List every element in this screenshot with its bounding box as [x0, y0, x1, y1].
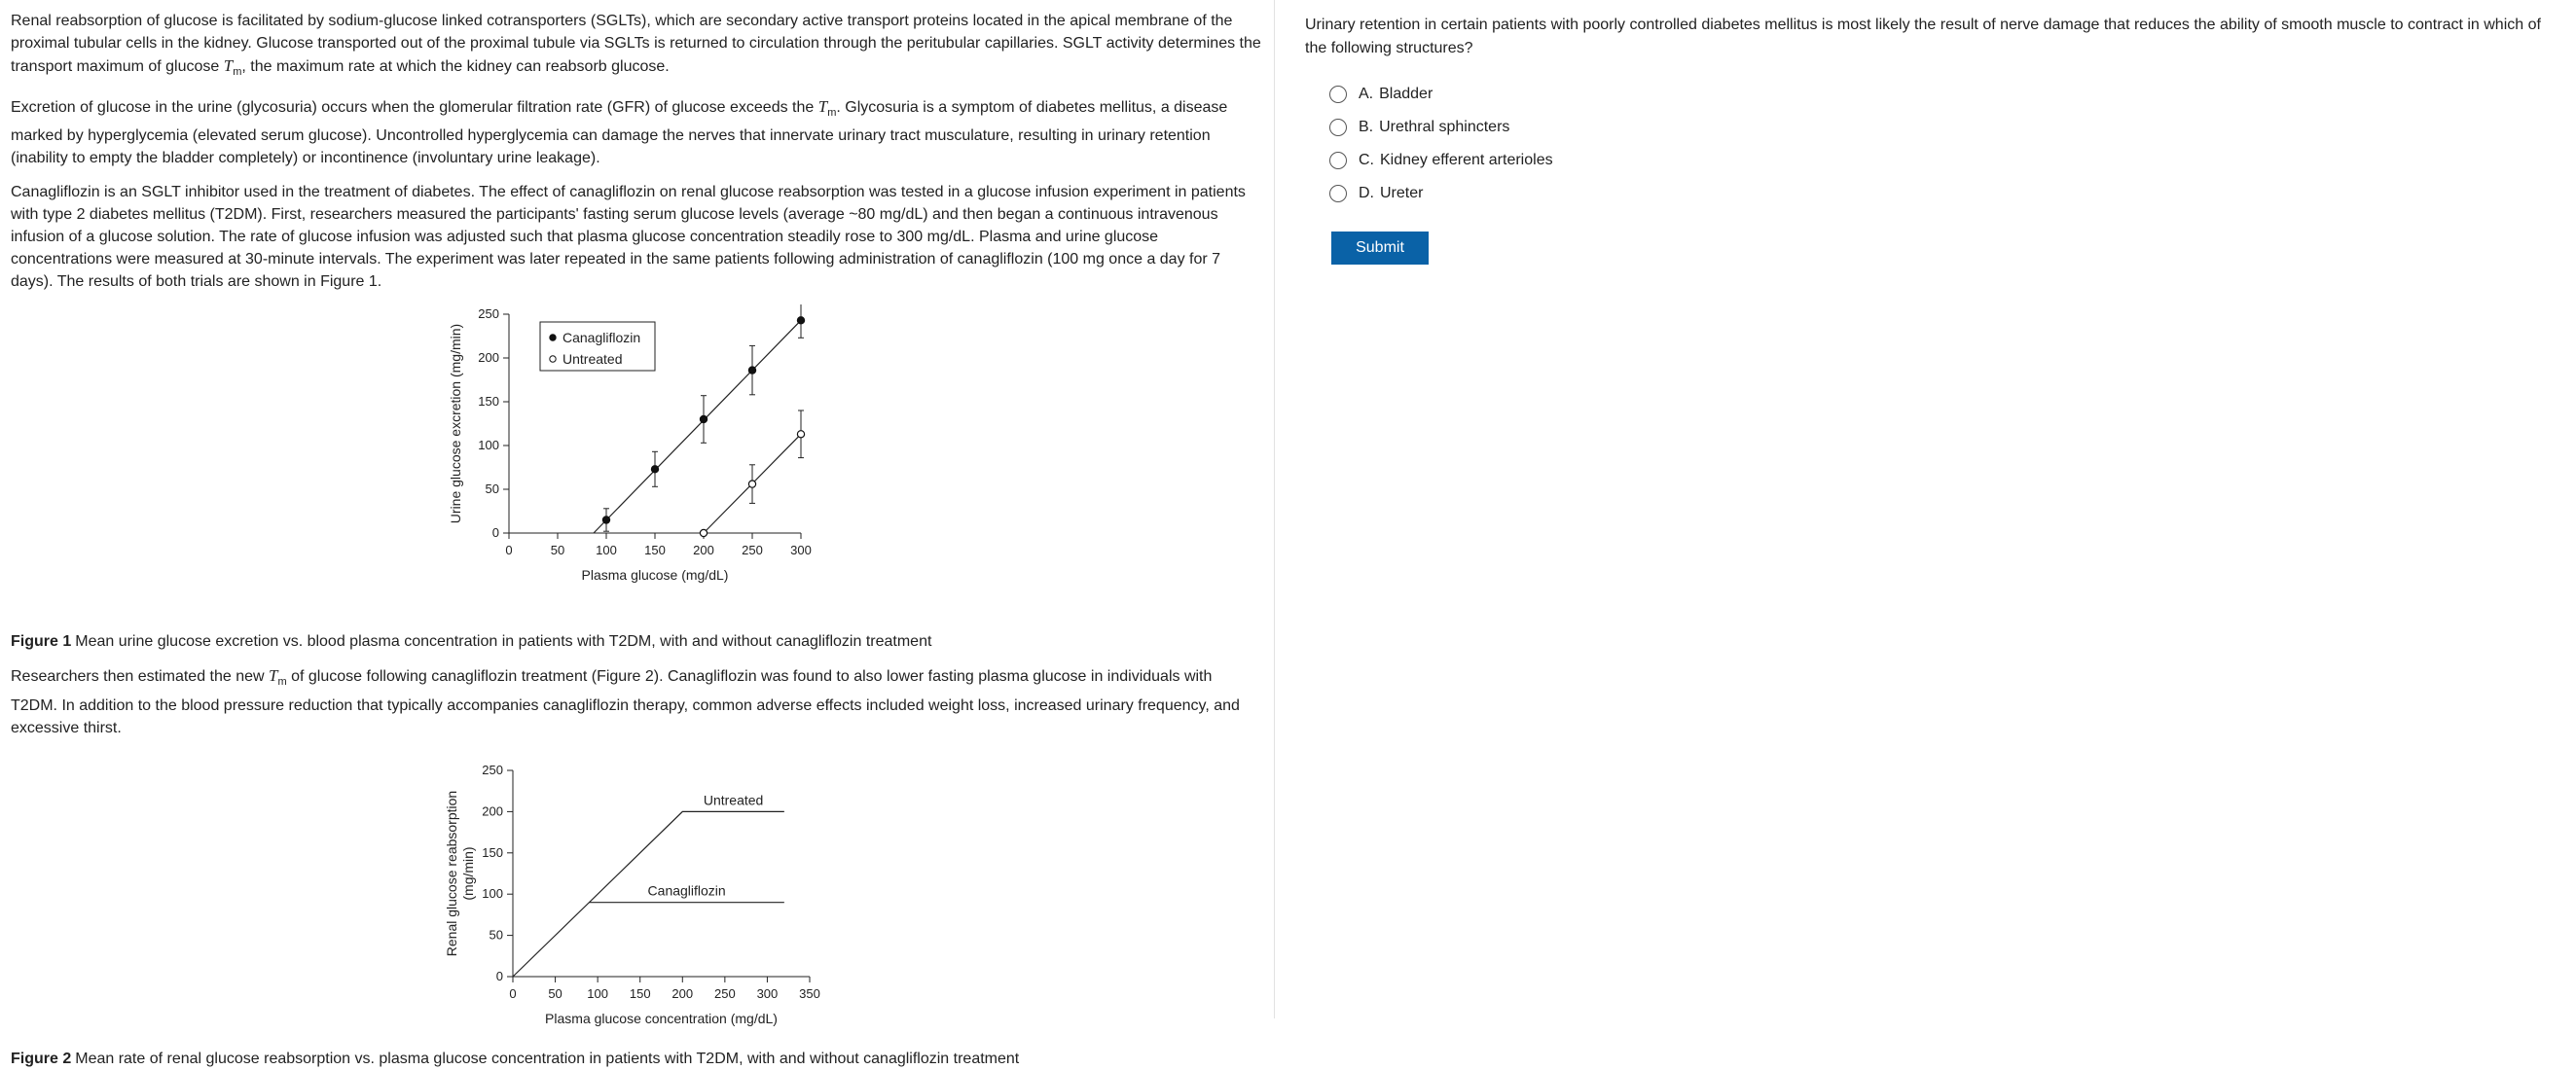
fig2-y-tick-label: 50: [489, 927, 503, 943]
fig1-y-axis-label: Urine glucose excretion (mg/min): [448, 324, 463, 524]
fig1-untreated-point: [797, 431, 804, 438]
figure-1-caption: Figure 1 Mean urine glucose excretion vs. blood plasma concentration in patients with T2DM, with and without canagliflozin treatment: [11, 633, 932, 651]
fig1-legend-label: Canagliflozin: [562, 330, 641, 346]
fig1-x-tick-label: 250: [742, 543, 763, 558]
passage-pane: [0, 0, 1275, 1067]
fig1-x-tick-label: 200: [693, 543, 714, 558]
fig2-y-tick-label: 200: [482, 802, 503, 818]
choice-a-text: Bladder: [1379, 86, 1433, 102]
passage: [11, 10, 1262, 293]
fig1-x-tick-label: 50: [550, 543, 565, 558]
fig2-x-tick-label: 0: [509, 985, 517, 1001]
submit-button[interactable]: Submit: [1331, 232, 1429, 265]
fig2-y-tick-label: 150: [482, 844, 503, 860]
choice-d[interactable]: [1329, 177, 2557, 210]
figure-1-chart: [11, 304, 1266, 625]
fig2-y-tick-label: 100: [482, 885, 503, 901]
choice-b-letter: B.: [1359, 119, 1374, 135]
fig1-y-tick-label: 200: [478, 350, 499, 366]
fig1-canagliflozin-point: [797, 317, 804, 324]
fig2-x-tick-label: 300: [756, 985, 779, 1001]
fig2-y-axis-label-units: (mg/min): [460, 845, 476, 901]
fig1-untreated-point: [700, 530, 707, 537]
fig2-y-axis-label: Renal glucose reabsorption: [444, 790, 459, 956]
fig2-x-axis-label: Plasma glucose concentration (mg/dL): [545, 1010, 778, 1026]
choice-a-letter: A.: [1359, 86, 1374, 102]
choice-c-letter: C.: [1359, 152, 1374, 168]
fig1-untreated-point: [748, 481, 755, 487]
figure-2-caption: Figure 2 Mean rate of renal glucose reabsorption vs. plasma glucose concentration in patients with T2DM, with and without canagliflozin treatment: [11, 1050, 1020, 1067]
fig1-y-tick-label: 50: [485, 482, 499, 497]
fig1-legend-label: Untreated: [562, 351, 623, 368]
fig2-x-tick-label: 50: [548, 985, 562, 1001]
fig1-legend-marker: [550, 335, 556, 340]
fig2-canagliflozin-label: Canagliflozin: [647, 882, 726, 899]
choice-d-letter: D.: [1359, 185, 1374, 201]
fig1-canagliflozin-point: [700, 416, 707, 423]
fig1-legend-marker: [550, 356, 556, 362]
figure-1: [11, 304, 1262, 630]
fig1-canagliflozin-point: [748, 367, 755, 374]
choice-d-text: Ureter: [1380, 185, 1424, 201]
fig2-x-tick-label: 200: [671, 985, 694, 1001]
figure-2: [11, 751, 1262, 1048]
fig1-x-axis-label: Plasma glucose (mg/dL): [581, 567, 729, 584]
choice-a[interactable]: [1329, 78, 2557, 111]
question-stem: Urinary retention in certain patients with poorly controlled diabetes mellitus is most likely the result of nerve damage that reduces the ability of smooth muscle to contract in which of the following structures?: [1305, 17, 2541, 56]
radio-a[interactable]: [1329, 86, 1347, 103]
fig1-y-tick-label: 0: [491, 525, 499, 541]
fig2-y-tick-label: 250: [482, 762, 503, 777]
passage-paragraph-3: Canagliflozin is an SGLT inhibitor used in the treatment of diabetes. The effect of canagliflozin on renal glucose reabsorption was tested in a glucose infusion experiment in patients with type 2 diabetes mellitus (T2DM). First, researchers measured the participants' fasting serum glucose levels (average ~80 mg/dL) and then began a continuous intravenous infusion of a glucose solution. The rate of glucose infusion was adjusted such that plasma glucose concentration steadily rose to 300 mg/dL. Plasma and urine glucose concentrations were measured at 30-minute intervals. The experiment was later repeated in the same patients following administration of canagliflozin (100 mg once a day for 7 days). The results of both trials are shown in Figure 1.: [11, 184, 1246, 291]
radio-b[interactable]: [1329, 119, 1347, 136]
fig1-y-tick-label: 250: [478, 306, 499, 322]
answer-choices: [1305, 78, 2557, 210]
fig1-canagliflozin-point: [602, 517, 609, 523]
fig2-untreated-label: Untreated: [703, 791, 764, 807]
passage-continued: [11, 664, 1262, 738]
fig1-x-tick-label: 100: [596, 543, 617, 558]
fig1-y-tick-label: 100: [478, 438, 499, 453]
fig1-y-tick-label: 150: [478, 394, 499, 410]
fig1-canagliflozin-point: [651, 466, 658, 473]
passage-paragraph-4: Researchers then estimated the new $T_m$ of glucose following canagliflozin treatment (Figure 2). Canagliflozin was found to also lower fasting plasma glucose in individuals with T2DM. In addition to the blood pressure reduction that typically accompanies canagliflozin therapy, common adverse effects included weight loss, increased urinary frequency, and excessive thirst.: [11, 666, 1240, 736]
radio-d[interactable]: [1329, 185, 1347, 202]
figure-2-chart: [11, 751, 1266, 1043]
choice-c-text: Kidney efferent arterioles: [1380, 152, 1553, 168]
fig2-x-tick-label: 250: [714, 985, 736, 1001]
fig2-x-tick-label: 350: [799, 985, 820, 1001]
choice-b-text: Urethral sphincters: [1379, 119, 1510, 135]
fig2-y-tick-label: 0: [495, 968, 503, 983]
fig2-x-tick-label: 100: [587, 985, 608, 1001]
radio-c[interactable]: [1329, 152, 1347, 169]
fig2-x-tick-label: 150: [629, 985, 651, 1001]
fig1-x-tick-label: 150: [644, 543, 666, 558]
choice-b[interactable]: [1329, 111, 2557, 144]
fig1-x-tick-label: 0: [505, 543, 513, 558]
passage-paragraph-2: Excretion of glucose in the urine (glycosuria) occurs when the glomerular filtration rate (GFR) of glucose exceeds the $T_m$. Glycosuria is a symptom of diabetes mellitus, a disease marked by hyperglycemia (elevated serum glucose). Uncontrolled hyperglycemia can damage the nerves that innervate urinary tract musculature, resulting in urinary retention (inability to empty the bladder completely) or incontinence (involuntary urine leakage).: [11, 97, 1228, 167]
passage-paragraph-1: Renal reabsorption of glucose is facilitated by sodium-glucose linked cotransporters (SGLTs), which are secondary active transport proteins located in the apical membrane of the proximal tubular cells in the kidney. Glucose transported out of the proximal tubule via SGLTs is returned to circulation through the peritubular capillaries. SGLT activity determines the transport maximum of glucose $T_m$, the maximum rate at which the kidney can reabsorb glucose.: [11, 13, 1261, 79]
choice-c[interactable]: [1329, 144, 2557, 177]
fig1-x-tick-label: 300: [790, 543, 812, 558]
question-pane: [1276, 0, 2576, 1018]
